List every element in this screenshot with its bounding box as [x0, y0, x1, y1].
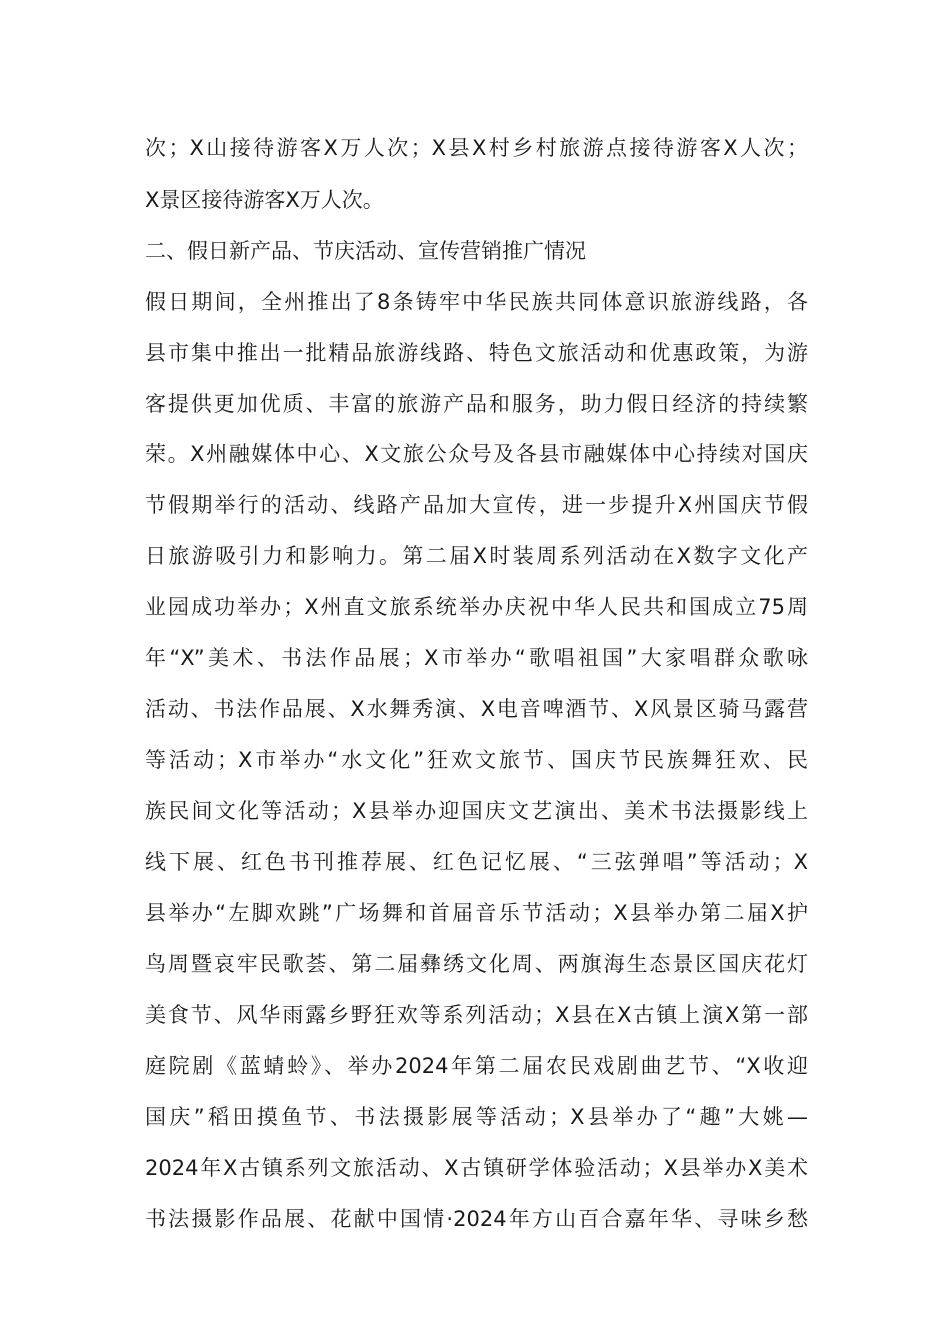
body-text-line: 庭院剧《蓝蜻蛉》、举办2024年第二届农民戏剧曲艺节、“X收迎 [145, 1054, 808, 1078]
body-text-line: 年“X”美术、书法作品展；X市举办“歌唱祖国”大家唱群众歌咏 [145, 646, 808, 670]
body-text-line: 美食节、风华雨露乡野狂欢等系列活动；X县在X古镇上演X第一部 [145, 1003, 808, 1027]
body-text-line: 鸟周暨哀牢民歌荟、第二届彝绣文化周、两旗海生态景区国庆花灯 [145, 952, 808, 976]
body-text-line: 等活动；X市举办“水文化”狂欢文旅节、国庆节民族舞狂欢、民 [145, 748, 808, 772]
body-text-line: 假日期间，全州推出了8条铸牢中华民族共同体意识旅游线路，各 [145, 290, 808, 314]
body-text-line: 书法摄影作品展、花献中国情·2024年方山百合嘉年华、寻味乡愁 [145, 1207, 808, 1231]
body-text-line: X景区接待游客X万人次。 [145, 188, 384, 212]
body-text-line: 族民间文化等活动；X县举办迎国庆文艺演出、美术书法摄影线上 [145, 799, 808, 823]
body-text-line: 县举办“左脚欢跳”广场舞和首届音乐节活动；X县举办第二届X护 [145, 901, 808, 925]
body-text-line: 2024年X古镇系列文旅活动、X古镇研学体验活动；X县举办X美术 [145, 1156, 808, 1180]
body-text-line: 活动、书法作品展、X水舞秀演、X电音啤酒节、X风景区骑马露营 [145, 697, 808, 721]
section-heading: 二、假日新产品、节庆活动、宣传营销推广情况 [145, 239, 586, 263]
body-text-line: 客提供更加优质、丰富的旅游产品和服务，助力假日经济的持续繁 [145, 392, 808, 416]
body-text-line: 业园成功举办；X州直文旅系统举办庆祝中华人民共和国成立75周 [145, 595, 808, 619]
body-text-line: 线下展、红色书刊推荐展、红色记忆展、“三弦弹唱”等活动；X [145, 850, 808, 874]
body-text-line: 次；X山接待游客X万人次；X县X村乡村旅游点接待游客X人次； [145, 136, 808, 160]
body-text-line: 节假期举行的活动、线路产品加大宣传，进一步提升X州国庆节假 [145, 493, 808, 517]
body-text-line: 县市集中推出一批精品旅游线路、特色文旅活动和优惠政策，为游 [145, 341, 808, 365]
body-text-line: 国庆”稻田摸鱼节、书法摄影展等活动；X县举办了“趣”大姚— [145, 1105, 808, 1129]
body-text-line: 荣。X州融媒体中心、X文旅公众号及各县市融媒体中心持续对国庆 [145, 442, 808, 466]
body-text-line: 日旅游吸引力和影响力。第二届X时装周系列活动在X数字文化产 [145, 544, 808, 568]
